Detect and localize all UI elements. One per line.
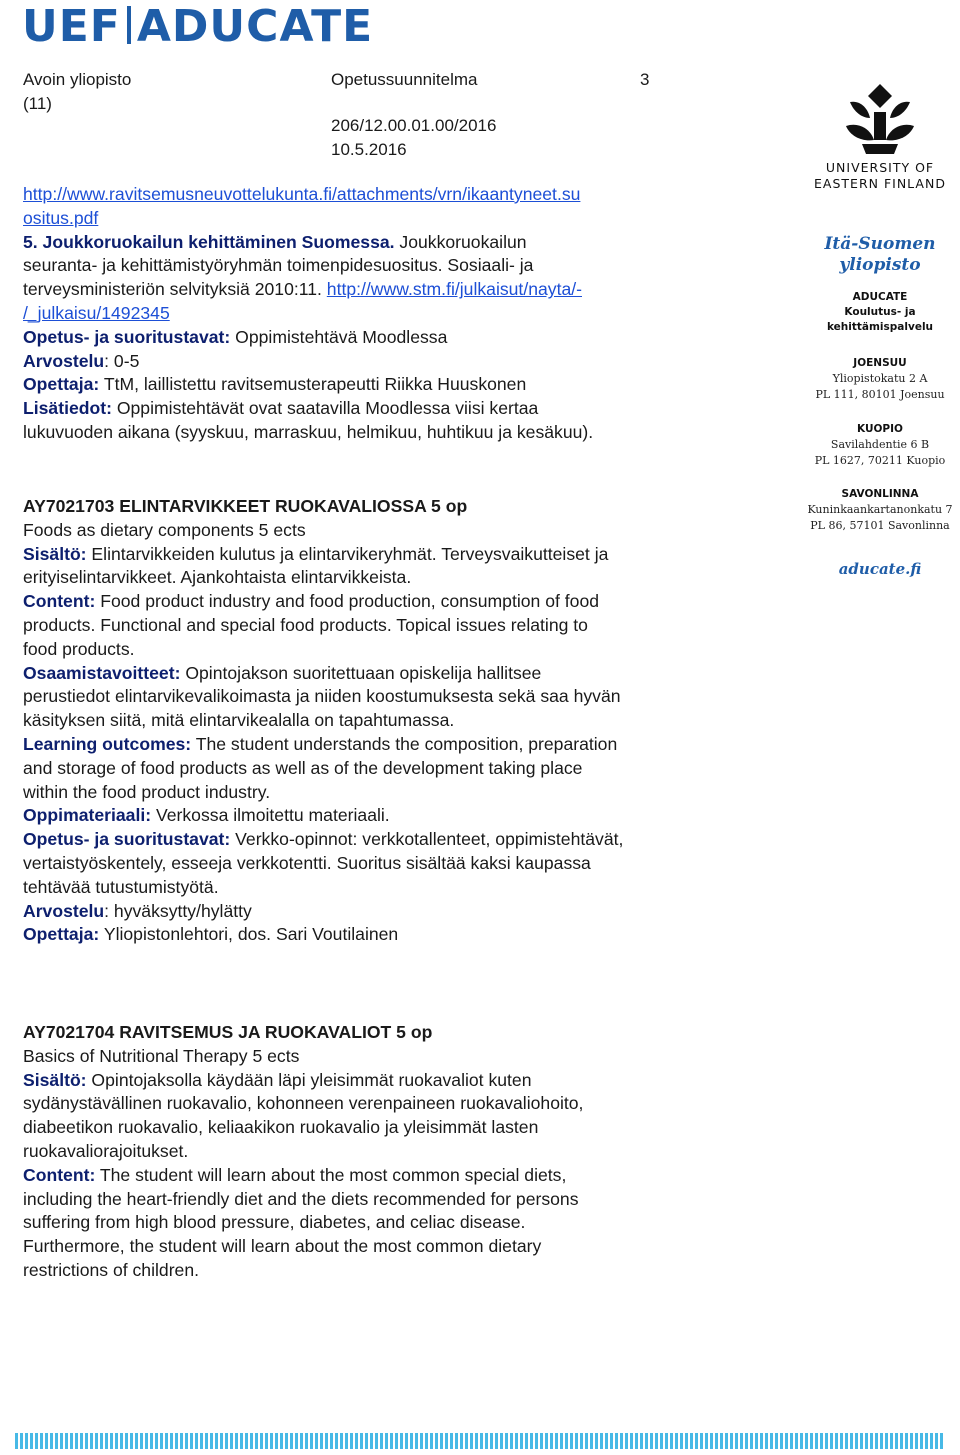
- campus-address: Savilahdentie 6 B: [830, 438, 930, 451]
- field-value-cont: ruokavaliorajoitukset.: [23, 1140, 189, 1161]
- campus-address: Kuninkaankartanonkatu 7: [807, 503, 953, 516]
- course-english-title: Foods as dietary components 5 ects: [23, 519, 306, 540]
- field-value: Oppimistehtävät ovat saatavilla Moodlessa viisi kertaa: [111, 398, 539, 419]
- campus-kuopio: [800, 422, 960, 469]
- field-value: Food product industry and food production, consumption of food: [95, 591, 600, 612]
- reference-5-title: 5. Joukkoruokailun kehittäminen Suomessa.: [23, 231, 395, 252]
- header-doc-id: 206/12.00.01.00/2016: [331, 116, 497, 135]
- campus-address: Yliopistokatu 2 A: [832, 372, 928, 385]
- field-value-cont: and storage of food products as well as of the development taking place: [23, 757, 583, 778]
- field-value: Verkko-opinnot: verkkotallenteet, oppimistehtävät,: [230, 829, 624, 850]
- field-label: Osaamistavoitteet:: [23, 662, 181, 683]
- course-title: AY7021703 ELINTARVIKKEET RUOKAVALIOSSA 5 op: [23, 496, 468, 516]
- field-label: Lisätiedot:: [23, 398, 112, 419]
- field-value: Verkossa ilmoitettu materiaali.: [151, 805, 390, 826]
- course-title: AY7021704 RAVITSEMUS JA RUOKAVALIOT 5 op: [23, 1022, 433, 1042]
- university-emblem: [800, 82, 960, 162]
- field-value: Opintojakson suoritettuaan opiskelija hallitsee: [180, 662, 542, 683]
- campus-name: SAVONLINNA: [841, 488, 919, 500]
- campus-postbox: PL 1627, 70211 Kuopio: [814, 454, 946, 467]
- reference-link-stm[interactable]: http://www.stm.fi/julkaisut/nayta/-: [326, 279, 582, 300]
- field-value-cont: restrictions of children.: [23, 1259, 200, 1280]
- field-label: Content:: [23, 1164, 96, 1185]
- course-ay7021703: [23, 495, 783, 947]
- campus-name: KUOPIO: [857, 423, 903, 435]
- field-value: TtM, laillistettu ravitsemusterapeutti Riikka Huuskonen: [99, 374, 527, 395]
- field-value: : 0-5: [104, 350, 140, 371]
- field-label: Opettaja:: [23, 374, 100, 395]
- field-value-cont: within the food product industry.: [23, 781, 271, 802]
- field-value-cont: including the heart-friendly diet and the diets recommended for persons: [23, 1188, 579, 1209]
- ita-line1: Itä-Suomen: [824, 234, 936, 254]
- header-org: Avoin yliopisto: [23, 70, 132, 89]
- unit-name: ADUCATE: [852, 291, 908, 303]
- campus-savonlinna: [800, 487, 960, 534]
- unit-block: [800, 290, 960, 335]
- field-value-cont: products. Functional and special food products. Topical issues relating to: [23, 614, 588, 635]
- field-label: Opetus- ja suoritustavat:: [23, 829, 231, 850]
- field-value: The student will learn about the most common special diets,: [95, 1164, 567, 1185]
- unit-sub1: Koulutus- ja: [844, 306, 916, 318]
- course-ay7021704: [23, 1021, 783, 1283]
- campus-joensuu: [800, 356, 960, 403]
- field-label: Sisältö:: [23, 543, 87, 564]
- field-value-cont: käsityksen siitä, mitä elintarvikealalla on tapahtumassa.: [23, 710, 455, 731]
- field-label: Content:: [23, 591, 96, 612]
- field-value-cont: food products.: [23, 638, 135, 659]
- footer-decorative-bar: [15, 1433, 945, 1449]
- aducate-web-link[interactable]: aducate.fi: [838, 560, 922, 578]
- course-english-title: Basics of Nutritional Therapy 5 ects: [23, 1045, 300, 1066]
- ita-line2: yliopisto: [839, 255, 921, 275]
- logo-uef: UEF: [22, 1, 121, 52]
- field-value-cont: vertaistyöskentely, esseeja verkkotentti. Suoritus sisältää kaksi kaupassa: [23, 852, 591, 873]
- logo-aducate: ADUCATE: [136, 1, 374, 52]
- header-doc-type: Opetussuunnitelma: [331, 70, 478, 89]
- reference-5-text: Joukkoruokailun: [394, 231, 527, 252]
- reference-link-vrn[interactable]: http://www.ravitsemusneuvottelukunta.fi/attachments/vrn/ikaantyneet.su: [23, 184, 581, 204]
- field-value: Yliopistonlehtori, dos. Sari Voutilainen: [99, 924, 399, 945]
- reference-link-stm-cont[interactable]: /_julkaisu/1492345: [23, 302, 170, 323]
- field-label: Oppimateriaali:: [23, 805, 152, 826]
- university-name-line1: UNIVERSITY OF: [825, 160, 935, 175]
- field-value: Elintarvikkeiden kulutus ja elintarvikeryhmät. Terveysvaikutteiset ja: [86, 543, 609, 564]
- university-name: [800, 160, 960, 192]
- field-value: Opintojaksolla käydään läpi yleisimmät ruokavaliot kuten: [86, 1069, 532, 1090]
- field-label: Opetus- ja suoritustavat:: [23, 326, 231, 347]
- field-value-cont: lukuvuoden aikana (syyskuu, marraskuu, helmikuu, huhtikuu ja kesäkuu).: [23, 421, 594, 442]
- unit-sub2: kehittämispalvelu: [826, 321, 934, 333]
- field-value-cont: perustiedot elintarvikevalikoimasta ja niiden koostumuksesta sekä saa hyvän: [23, 686, 621, 707]
- reference-5-line2: seuranta- ja kehittämistyöryhmän toimenpidesuositus. Sosiaali- ja: [23, 255, 534, 276]
- uef-aducate-logo: [22, 1, 374, 52]
- field-value-cont: sydänystävällinen ruokavalio, kohonneen verenpaineen ruokavaliohoito,: [23, 1093, 584, 1114]
- top-section: [23, 183, 783, 445]
- field-value-cont: suffering from high blood pressure, diabetes, and celiac disease.: [23, 1212, 526, 1233]
- header-date: 10.5.2016: [331, 140, 407, 159]
- field-value-cont: Furthermore, the student will learn about the most common dietary: [23, 1236, 542, 1257]
- university-name-line2: EASTERN FINLAND: [814, 176, 946, 191]
- field-label: Opettaja:: [23, 924, 100, 945]
- field-value: : hyväksytty/hylätty: [104, 900, 252, 921]
- ita-suomen-yliopisto: [800, 234, 960, 276]
- field-label: Arvostelu: [23, 350, 105, 371]
- campus-postbox: PL 111, 80101 Joensuu: [815, 388, 945, 401]
- field-value-cont: erityiselintarvikkeet. Ajankohtaista elintarvikkeista.: [23, 567, 412, 588]
- field-value-cont: tehtävää tutustumistyötä.: [23, 876, 219, 897]
- field-label: Arvostelu: [23, 900, 105, 921]
- field-value: The student understands the composition, preparation: [191, 733, 618, 754]
- uef-emblem-icon: [840, 82, 920, 158]
- header-page-number: 3: [640, 70, 650, 89]
- campus-name: JOENSUU: [853, 357, 907, 369]
- header-page-count: (11): [23, 94, 52, 113]
- reference-5-line3: terveysministeriön selvityksiä 2010:11.: [23, 279, 327, 300]
- field-value: Oppimistehtävä Moodlessa: [230, 326, 448, 347]
- campus-postbox: PL 86, 57101 Savonlinna: [810, 519, 950, 532]
- field-value-cont: diabeetikon ruokavalio, keliaakikon ruokavalio ja yleisimmät lasten: [23, 1117, 539, 1138]
- logo-separator: [127, 6, 131, 44]
- field-label: Learning outcomes:: [23, 733, 192, 754]
- reference-link-vrn-cont[interactable]: ositus.pdf: [23, 207, 99, 228]
- field-label: Sisältö:: [23, 1069, 87, 1090]
